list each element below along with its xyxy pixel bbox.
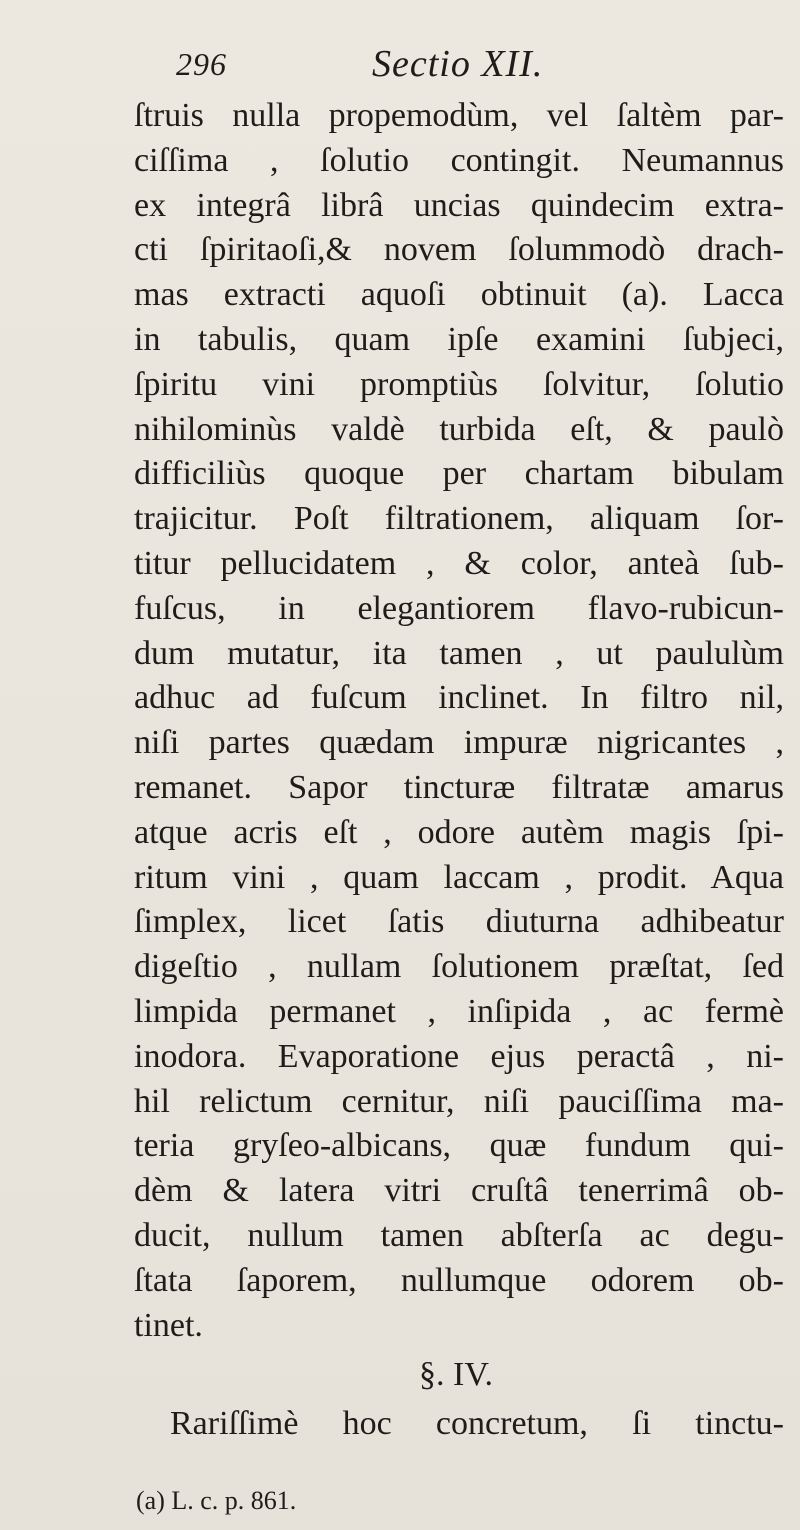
text-line: hil relictum cernitur, niſi pauciſſima ma- xyxy=(134,1082,784,1120)
text-line: trajicitur. Poſt filtrationem, aliquam ſor- xyxy=(134,500,784,538)
text-line: tinet. xyxy=(134,1306,203,1344)
text-line: ſpiritu vini promptiùs ſolvitur, ſolutio xyxy=(134,365,784,403)
running-head: Sectio XII. xyxy=(372,43,544,85)
section-heading: §. IV. xyxy=(419,1356,493,1394)
body-text xyxy=(134,94,784,1447)
text-line: mas extracti aquoſi obtinuit (a). Lacca xyxy=(134,276,784,314)
text-line: teria gryſeo-albicans, quæ fundum qui- xyxy=(134,1127,784,1165)
text-line: adhuc ad fuſcum inclinet. In filtro nil, xyxy=(134,679,784,717)
text-line: ſimplex, licet ſatis diuturna adhibeatur xyxy=(134,903,784,941)
text-line: ſtata ſaporem, nullumque odorem ob- xyxy=(134,1261,784,1299)
text-line: nihilominùs valdè turbida eſt, & paulò xyxy=(134,410,784,448)
text-line: ducit, nullum tamen abſterſa ac degu- xyxy=(134,1216,784,1254)
page-number: 296 xyxy=(176,46,227,82)
text-line: dèm & latera vitri cruſtâ tenerrimâ ob- xyxy=(134,1172,784,1210)
text-line: ritum vini , quam laccam , prodit. Aqua xyxy=(134,858,784,896)
footnote: (a) L. c. p. 861. xyxy=(136,1486,297,1515)
text-line: remanet. Sapor tincturæ filtratæ amarus xyxy=(134,768,784,806)
text-line: difficiliùs quoque per chartam bibulam xyxy=(134,455,784,493)
text-line: digeſtio , nullam ſolutionem præſtat, ſed xyxy=(134,948,784,986)
page-header xyxy=(176,42,636,102)
text-line: atque acris eſt , odore autèm magis ſpi- xyxy=(134,813,784,851)
text-line: fuſcus, in elegantiorem flavo-rubicun- xyxy=(134,589,784,627)
text-line: Rariſſimè hoc concretum, ſi tinctu- xyxy=(170,1405,784,1443)
text-line: niſi partes quædam impuræ nigricantes , xyxy=(134,724,784,762)
text-line: inodora. Evaporatione ejus peractâ , ni- xyxy=(134,1037,784,1075)
text-line: ex integrâ librâ uncias quindecim extra- xyxy=(134,186,784,224)
text-line: dum mutatur, ita tamen , ut paululùm xyxy=(134,634,784,672)
text-line: cti ſpiritaoſi,& novem ſolummodò drach- xyxy=(134,231,784,269)
text-line: titur pellucidatem , & color, anteà ſub- xyxy=(134,544,784,582)
text-line: ciſſima , ſolutio contingit. Neumannus xyxy=(134,141,784,179)
text-line: in tabulis, quam ipſe examini ſubjeci, xyxy=(134,320,784,358)
text-line: ſtruis nulla propemodùm, vel ſaltèm par- xyxy=(134,97,784,134)
text-line: limpida permanet , inſipida , ac fermè xyxy=(134,992,784,1030)
